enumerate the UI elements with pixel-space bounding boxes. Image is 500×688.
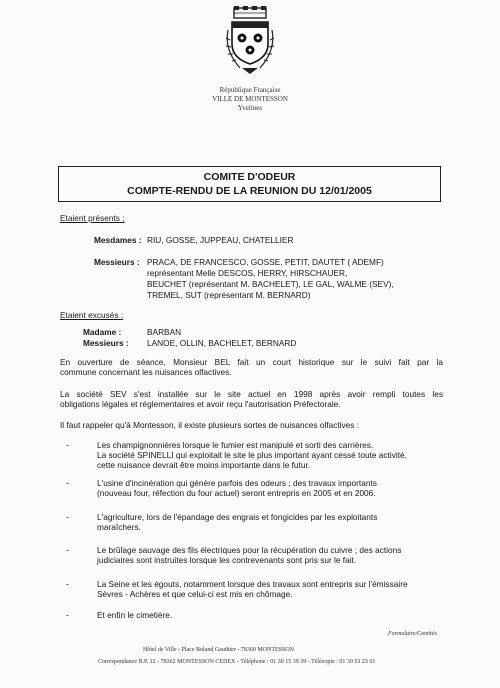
paragraph-opening-line-1: En ouverture de séance, Monsieur BEL fait un court historique sur le suivi fait par la — [60, 357, 443, 367]
present-messieurs-line-1: PRACA, DE FRANCESCO, GOSSE, PETIT, DAUTET ( ADEMF) — [147, 257, 384, 267]
present-heading: Etaient présents : — [60, 213, 125, 223]
bullet-3-line-2: maraîchers. — [97, 522, 141, 532]
paragraph-nuisances-intro: Il faut rappeler qu'à Montesson, il existe plusieurs sortes de nuisances olfactives : — [60, 420, 360, 430]
letterhead-line-1: République Française — [219, 86, 281, 94]
present-mesdames-label: Mesdames : — [94, 235, 142, 245]
excused-madame-names: BARBAN — [147, 327, 182, 337]
bullet-5-line-1: La Seine et les égouts, notamment lorsque des travaux sont entrepris sur l'émissaire — [97, 579, 408, 589]
footer-address: Hôtel de Ville - Place Roland Gauthier - 78360 MONTESSON — [143, 647, 295, 653]
present-messieurs-line-4: TREMEL, SUT (représentant M. BERNARD) — [147, 290, 311, 300]
present-messieurs-line-3: BEUCHET (représentant M. BACHELET), LE GAL, WALME (SEV), — [147, 279, 394, 289]
paragraph-opening — [60, 357, 443, 368]
report-title-box — [58, 166, 441, 202]
coat-of-arms-icon — [220, 6, 280, 80]
bullet-4-line-1: Le brûlage sauvage des fils électriques pour la récupération du cuivre ; des actions — [97, 545, 402, 555]
letterhead-line-3: Yvelines — [237, 104, 263, 112]
bullet-2-line-2: (nouveau four, réfection du four actuel) seront entrepris en 2005 et en 2006. — [97, 488, 376, 498]
present-messieurs-line-2: représentant Melle DESCOS, HERRY, HIRSCHAUER, — [147, 268, 348, 278]
present-mesdames-names: RIU, GOSSE, JUPPEAU, CHATELLIER — [147, 235, 294, 245]
document-reference: Formulaire/Comités — [388, 631, 437, 637]
bullet-dash: - — [66, 478, 69, 488]
bullet-1-line-3: cette nuisance devrait être moins importante dans le futur. — [97, 460, 311, 470]
bullet-dash: - — [66, 545, 69, 555]
paragraph-opening-line-2: commune concernant les nuisances olfactives. — [60, 367, 232, 377]
present-messieurs-label: Messieurs : — [94, 257, 140, 267]
bullet-dash: - — [66, 610, 69, 620]
bullet-4-line-2: judiciaires sont instruites lorsque les contrevenants sont pris sur le fait. — [97, 555, 357, 565]
letterhead-line-2: VILLE DE MONTESSON — [212, 95, 288, 103]
excused-messieurs-names: LANOE, OLLIN, BACHELET, BERNARD — [147, 338, 297, 348]
report-subtitle: COMPTE-RENDU DE LA REUNION DU 12/01/2005 — [127, 185, 372, 197]
bullet-3-line-1: L'agriculture, lors de l'épandage des engrais et fongicides par les exploitants — [97, 512, 378, 522]
bullet-5-line-2: Sèvres - Achères et que celui-ci est mis en chômage. — [97, 589, 293, 599]
paragraph-sev — [60, 389, 443, 400]
bullet-dash: - — [66, 440, 69, 450]
paragraph-sev-cont — [60, 399, 443, 410]
report-title: COMITE D'ODEUR — [203, 171, 296, 183]
bullet-6-line-1: Et enfin le cimetière. — [97, 610, 173, 620]
bullet-dash: - — [66, 512, 69, 522]
paragraph-sev-line-1: La société SEV s'est installée sur le site actuel en 1998 après avoir rempli toutes les — [60, 389, 443, 399]
excused-messieurs-label: Messieurs : — [83, 338, 129, 348]
bullet-dash: - — [66, 579, 69, 589]
bullet-1-line-1: Les champignonnières lorsque le fumier est manipulé et sorti des carrières. — [97, 440, 374, 450]
footer-contact: Correspondance B.P. 12 - 78362 MONTESSON CEDEX - Téléphone : 01 30 15 39 39 - Télécopie : 01 30 53 23 01 — [98, 659, 376, 665]
excused-madame-label: Madame : — [83, 327, 122, 337]
paragraph-sev-line-2: obligations légales et réglementaires et avoir reçu l'autorisation Préfectorale. — [60, 399, 341, 409]
paragraph-opening-cont — [60, 367, 443, 378]
excused-heading: Etaient excusés : — [60, 310, 124, 320]
bullet-1-line-2: La société SPINELLI qui exploitait le site le plus important ayant cessé toute activité, — [97, 450, 407, 460]
letterhead — [160, 86, 340, 113]
bullet-2-line-1: L'usine d'incinération qui génère parfois des odeurs ; des travaux importants — [97, 478, 377, 488]
